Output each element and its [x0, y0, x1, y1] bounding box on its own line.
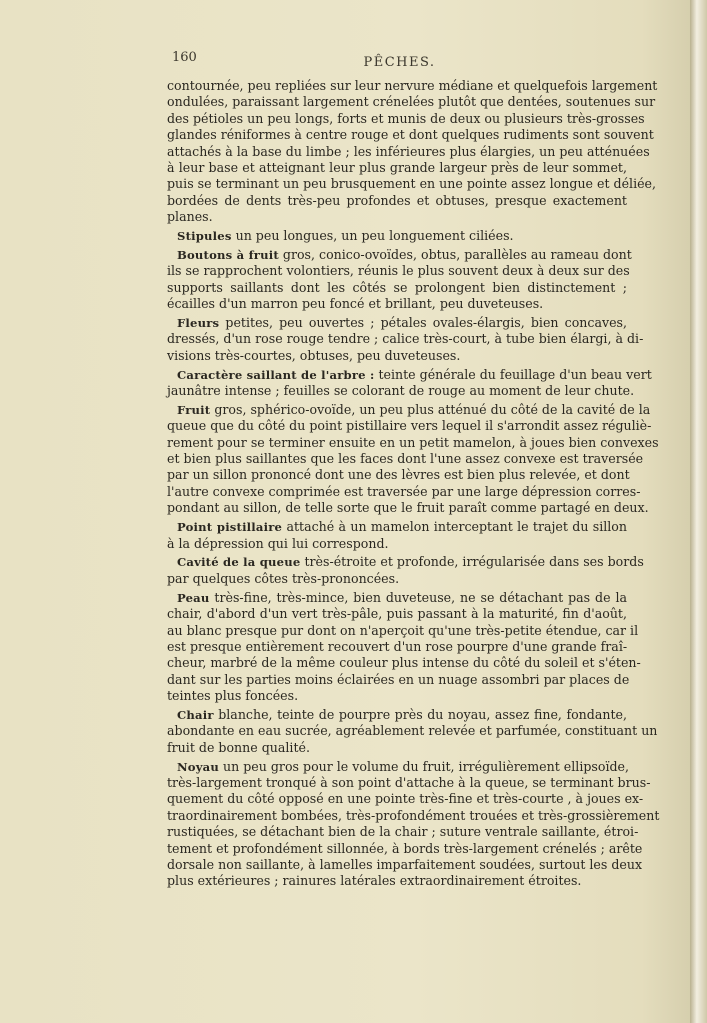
- line-text: au blanc presque pur dont on n'aperçoit qu'une très-petite étendue, car il: [167, 622, 639, 638]
- text-line: [167, 228, 627, 244]
- paragraph-lead: Cavité de la queue: [177, 555, 301, 570]
- line-text: est presque entièrement recouvert d'un rose pourpre d'une grande fraî-: [167, 638, 628, 654]
- text-line: [167, 500, 649, 516]
- line-text: jaunâtre intense ; feuilles se colorant de rouge au moment de leur chute.: [167, 383, 635, 399]
- line-text: très-largement tronqué à son point d'attache à la queue, se terminant brus-: [167, 775, 651, 791]
- line-text: et bien plus saillantes que les faces dont l'une assez convexe est traversée: [167, 451, 644, 467]
- running-title: PÊCHES.: [363, 55, 436, 70]
- text-line: [167, 467, 630, 483]
- text-line: [167, 536, 627, 552]
- paragraph-lead: Noyau: [177, 759, 220, 774]
- text-line: [167, 296, 627, 312]
- paragraph: [167, 366, 652, 400]
- line-text: fruit de bonne qualité.: [167, 739, 310, 755]
- line-text: planes.: [167, 209, 213, 225]
- paragraph-lead: Caractère saillant de l'arbre :: [177, 367, 375, 382]
- line-text: bordées de dents très-peu profondes et obtuses, presque exactement: [167, 192, 627, 208]
- text-line: [167, 873, 627, 889]
- line-text: quement du côté opposé en une pointe très-fine et très-courte , à joues ex-: [167, 791, 644, 807]
- paragraph: [167, 589, 641, 705]
- text-line: [167, 331, 644, 347]
- page-edge: [690, 0, 707, 1023]
- page-header: [172, 50, 627, 70]
- text-line: [167, 263, 630, 279]
- paragraph-lead: Chair: [177, 707, 214, 722]
- line-text: gros, conico-ovoïdes, obtus, parallèles au rameau dont: [278, 246, 632, 262]
- paragraph: [167, 554, 644, 587]
- text-line: [167, 824, 639, 840]
- paragraph-lead: Boutons à fruit: [177, 247, 279, 262]
- paragraph-lead: Fleurs: [177, 315, 220, 330]
- line-text: chair, d'abord d'un vert très-pâle, puis passant à la maturité, fin d'août,: [167, 606, 627, 622]
- line-text: dant sur les parties moins éclairées en un nuage assombri par places de: [167, 671, 630, 687]
- text-line: [167, 671, 630, 688]
- line-text: puis se terminant un peu brusquement en une pointe assez longue et déliée,: [167, 176, 657, 192]
- line-text: cheur, marbré de la même couleur plus intense du côté du soleil et s'éten-: [167, 655, 641, 671]
- text-line: [167, 143, 650, 160]
- text-line: [167, 688, 627, 704]
- text-line: [167, 723, 658, 739]
- paragraph: [167, 519, 627, 552]
- text-line: [167, 280, 627, 296]
- line-text: écailles d'un marron peu foncé et brillant, peu duveteuses.: [167, 296, 544, 312]
- text-line: [167, 366, 652, 383]
- text-line: [167, 315, 627, 331]
- paragraph: [167, 401, 659, 517]
- line-text: un peu longues, un peu longuement ciliées.: [231, 228, 514, 244]
- line-text: très-fine, très-mince, bien duveteuse, ne se détachant pas de la: [209, 589, 627, 605]
- text-line: [167, 434, 659, 451]
- text-line: [167, 622, 639, 639]
- line-text: attachés à la base du limbe ; les inférieures plus élargies, un peu atténuées: [167, 143, 650, 159]
- line-text: supports saillants dont les côtés se prolongent bien distinctement ;: [167, 279, 627, 295]
- line-text: plus extérieures ; rainures latérales extraordinairement étroites.: [167, 873, 582, 889]
- paragraph: [167, 706, 658, 756]
- text-line: [167, 519, 627, 535]
- paragraph-lead: Point pistillaire: [177, 520, 283, 535]
- line-text: à la dépression qui lui correspond.: [167, 535, 389, 551]
- text-line: [167, 740, 627, 756]
- text-line: [167, 246, 632, 263]
- text-line: [167, 606, 627, 622]
- text-line: [167, 78, 658, 94]
- text-line: [167, 94, 656, 110]
- line-text: teintes plus foncées.: [167, 688, 299, 704]
- text-line: [167, 110, 645, 127]
- text-line: [167, 840, 643, 857]
- text-line: [167, 707, 627, 723]
- line-text: traordinairement bombées, très-profondément trouées et très-grossièrement: [167, 807, 660, 823]
- paragraph-lead: Fruit: [177, 402, 211, 417]
- line-text: abondante en eau sucrée, agréablement relevée et parfumée, constituant un: [167, 723, 658, 739]
- line-text: tement et profondément sillonnée, à bords très-largement crénelés ; arête: [167, 840, 643, 856]
- text-line: [167, 759, 627, 775]
- line-text: pondant au sillon, de telle sorte que le fruit paraît comme partagé en deux.: [167, 500, 649, 516]
- text-line: [167, 451, 644, 467]
- paragraph-lead: Peau: [177, 590, 210, 605]
- text-line: [167, 483, 641, 500]
- text-line: [167, 775, 651, 791]
- line-text: contournée, peu repliées sur leur nervure médiane et quelquefois largement: [167, 78, 658, 93]
- text-line: [167, 791, 644, 807]
- text-line: [167, 209, 627, 225]
- text-line: [167, 383, 635, 399]
- paragraph: [167, 78, 658, 226]
- line-text: dorsale non saillante, à lamelles imparfaitement soudées, surtout les deux: [167, 856, 643, 872]
- text-line: [167, 348, 627, 364]
- text-line: [167, 590, 627, 606]
- paragraph: [167, 758, 660, 890]
- line-text: par quelques côtes très-prononcées.: [167, 570, 400, 586]
- paragraph: [167, 246, 632, 313]
- paragraph: [167, 314, 644, 364]
- line-text: ondulées, paraissant largement crénelées plutôt que dentées, soutenues sur: [167, 94, 656, 110]
- text-line: [167, 639, 627, 655]
- line-text: dressés, d'un rose rouge tendre ; calice très-court, à tube bien élargi, à di-: [167, 331, 644, 347]
- line-text: teinte générale du feuillage d'un beau vert: [374, 366, 652, 382]
- text-line: [167, 176, 657, 192]
- line-text: blanche, teinte de pourpre près du noyau, assez fine, fondante,: [213, 706, 627, 722]
- text-line: [167, 160, 627, 176]
- text-line: [167, 655, 641, 671]
- line-text: l'autre convexe comprimée est traversée par une large dépression corres-: [167, 483, 641, 499]
- line-text: visions très-courtes, obtuses, peu duveteuses.: [167, 347, 461, 363]
- line-text: rement pour se terminer ensuite en un petit mamelon, à joues bien convexes: [167, 434, 659, 450]
- text-line: [167, 401, 651, 418]
- text-line: [167, 127, 654, 143]
- line-text: un peu gros pour le volume du fruit, irrégulièrement ellipsoïde,: [219, 758, 629, 774]
- text-line: [167, 571, 627, 587]
- line-text: gros, sphérico-ovoïde, un peu plus atténué du côté de la cavité de la: [210, 401, 651, 417]
- line-text: ils se rapprochent volontiers, réunis le plus souvent deux à deux sur des: [167, 263, 630, 279]
- line-text: par un sillon prononcé dont une des lèvres est bien plus relevée, et dont: [167, 467, 630, 483]
- line-text: à leur base et atteignant leur plus grande largeur près de leur sommet,: [167, 159, 627, 175]
- text-line: [167, 856, 643, 873]
- line-text: petites, peu ouvertes ; pétales ovales-élargis, bien concaves,: [219, 314, 627, 330]
- line-text: glandes réniformes à centre rouge et dont quelques rudiments sont souvent: [167, 127, 654, 143]
- text-line: [167, 418, 652, 434]
- page-number: 160: [172, 50, 197, 65]
- line-text: queue que du côté du point pistillaire vers lequel il s'arrondit assez réguliè-: [167, 418, 652, 434]
- body-text: [167, 78, 660, 890]
- text-line: [167, 193, 627, 209]
- paragraph: [167, 228, 627, 244]
- line-text: rustiquées, se détachant bien de la chair ; suture ventrale saillante, étroi-: [167, 824, 639, 840]
- text-line: [167, 554, 644, 570]
- paragraph-lead: Stipules: [177, 229, 232, 244]
- text-line: [167, 807, 660, 824]
- line-text: des pétioles un peu longs, forts et munis de deux ou plusieurs très-grosses: [167, 110, 645, 126]
- line-text: très-étroite et profonde, irrégularisée dans ses bords: [300, 554, 644, 570]
- line-text: attaché à un mamelon interceptant le trajet du sillon: [282, 519, 627, 535]
